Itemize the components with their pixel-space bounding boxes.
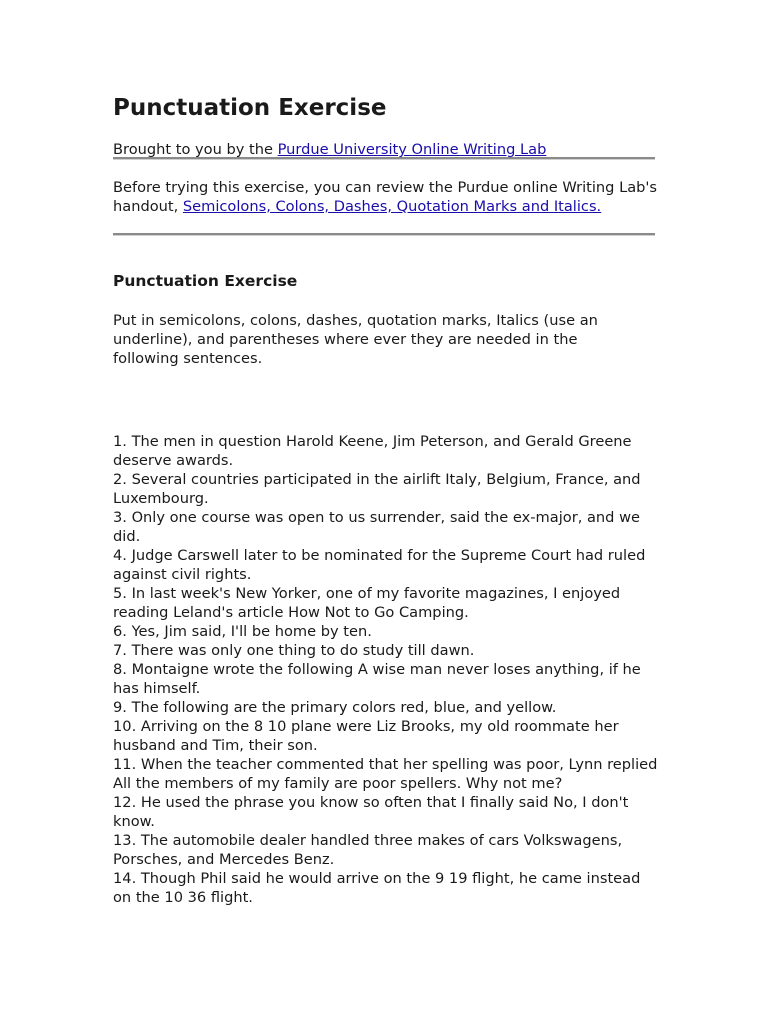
exercise-sentence: 9. The following are the primary colors red, blue, and yellow.: [113, 699, 557, 716]
page-title: Punctuation Exercise: [113, 95, 387, 121]
credit-prefix: Brought to you by the: [113, 141, 278, 158]
exercise-sentence: 5. In last week's New Yorker, one of my favorite magazines, I enjoyed reading Leland's article How Not to Go Camping.: [113, 585, 621, 621]
horizontal-rule: [113, 157, 655, 160]
instructions-paragraph: Put in semicolons, colons, dashes, quotation marks, Italics (use an underline), and parentheses where ever they are needed in the following sentences.: [113, 312, 598, 367]
exercise-sentence: 12. He used the phrase you know so often that I finally said No, I don't know.: [113, 794, 629, 830]
intro-text: Before trying this exercise, you can review the Purdue online Writing Lab's handout,: [113, 179, 658, 215]
intro-paragraph: [113, 178, 658, 216]
exercise-sentence: 3. Only one course was open to us surrender, said the ex-major, and we did.: [113, 509, 640, 545]
exercise-sentence: 7. There was only one thing to do study till dawn.: [113, 642, 475, 659]
exercise-sentence: 4. Judge Carswell later to be nominated for the Supreme Court had ruled against civil rights.: [113, 547, 646, 583]
section-heading: Punctuation Exercise: [113, 272, 298, 290]
exercise-sentence: 1. The men in question Harold Keene, Jim Peterson, and Gerald Greene deserve awards.: [113, 433, 632, 469]
exercise-sentence: 13. The automobile dealer handled three makes of cars Volkswagens, Porsches, and Mercedes Benz.: [113, 832, 623, 868]
exercise-sentence-list: [113, 432, 663, 907]
purdue-owl-link[interactable]: Purdue University Online Writing Lab: [277, 141, 547, 158]
exercise-sentence: 8. Montaigne wrote the following A wise man never loses anything, if he has himself.: [113, 661, 641, 697]
exercise-sentence: 2. Several countries participated in the airlift Italy, Belgium, France, and Luxembourg.: [113, 471, 641, 507]
exercise-sentence: 10. Arriving on the 8 10 plane were Liz Brooks, my old roommate her husband and Tim, their son.: [113, 718, 619, 754]
horizontal-rule: [113, 233, 655, 236]
exercise-sentence: 14. Though Phil said he would arrive on the 9 19 flight, he came instead on the 10 36 flight.: [113, 870, 641, 906]
exercise-sentence: 6. Yes, Jim said, I'll be home by ten.: [113, 623, 372, 640]
exercise-sentence: 11. When the teacher commented that her spelling was poor, Lynn replied All the members of my family are poor spellers. Why not me?: [113, 756, 658, 792]
handout-link[interactable]: Semicolons, Colons, Dashes, Quotation Marks and Italics.: [182, 198, 602, 215]
